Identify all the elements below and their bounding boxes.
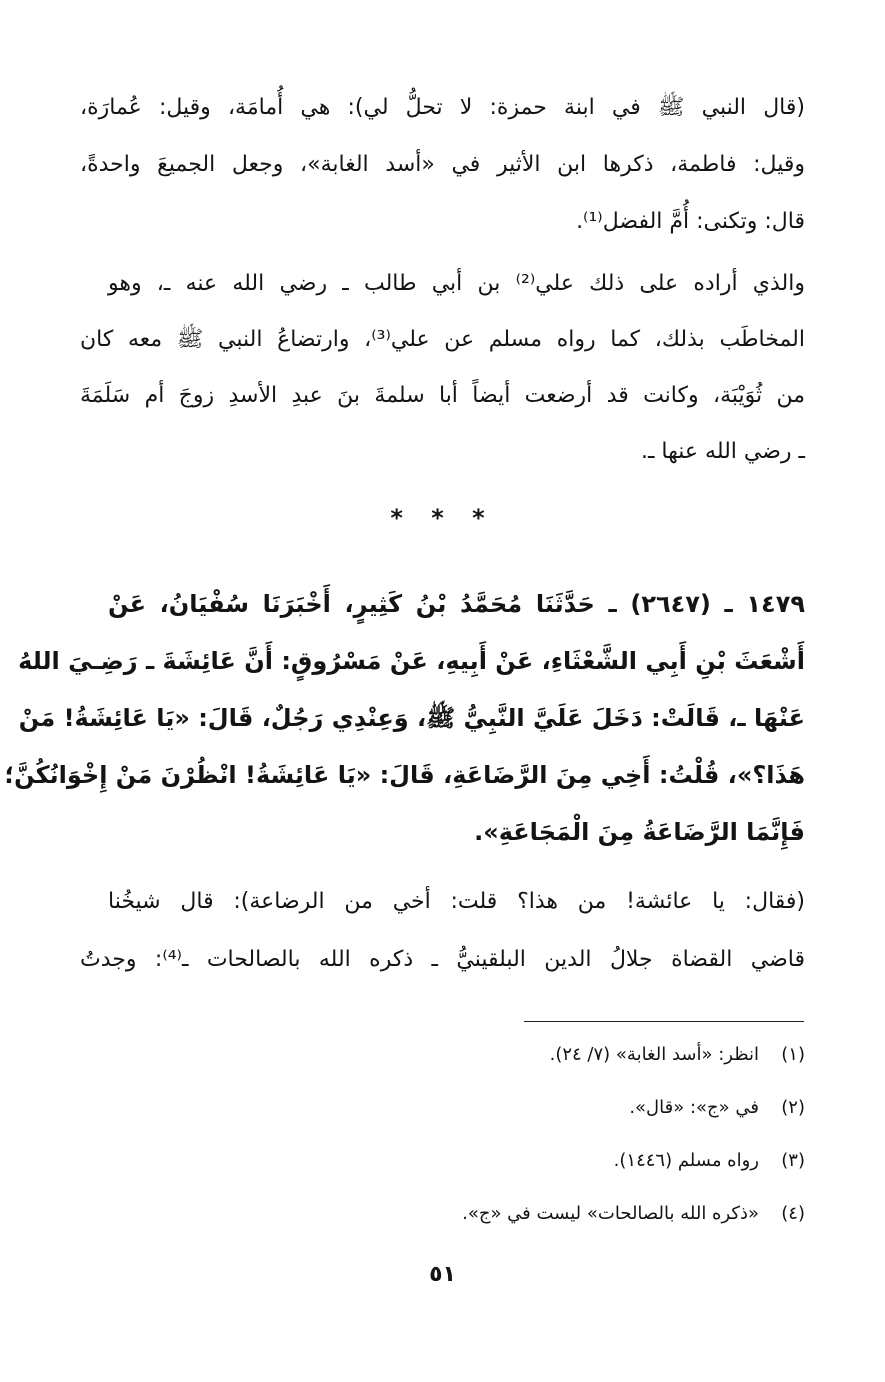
text-line: ١٤٧٩ ـ (٢٦٤٧) ـ حَدَّثَنَا مُحَمَّدُ بْنُ كَثِيرٍ، أَخْبَرَنَا سُفْيَانُ، عَنْ <box>108 590 805 618</box>
footnote-text: رواه مسلم (١٤٤٦). <box>613 1150 759 1171</box>
footnote-number: (٢) <box>781 1097 805 1118</box>
text-line: قاضي القضاة جلالُ الدين البلقينيُّ ـ ذكره الله بالصالحات ـ⁽⁴⁾: وجدتُ <box>80 947 805 972</box>
footnotes <box>245 1035 805 1247</box>
text-line: أَشْعَثَ بْنِ أَبِي الشَّعْثَاءِ، عَنْ أَبِيهِ، عَنْ مَسْرُوقٍ: أَنَّ عَائِشَةَ ـ رَضِـيَ اللهُ <box>18 647 805 675</box>
footnote-3 <box>245 1141 805 1194</box>
text-line: (فقال: يا عائشة! من هذا؟ قلت: أخي من الرضاعة): قال شيخُنا <box>108 889 805 914</box>
text-line: هَذَا؟»، قُلْتُ: أَخِي مِنَ الرَّضَاعَةِ، قَالَ: «يَا عَائِشَةُ! انْظُرْنَ مَنْ إِخْوَانُكُنَّ؛ <box>4 761 805 789</box>
footnote-4 <box>245 1194 805 1247</box>
commentary-paragraph-2 <box>80 264 805 504</box>
text-line: فَإِنَّمَا الرَّضَاعَةُ مِنَ الْمَجَاعَةِ». <box>474 818 805 846</box>
commentary-paragraph-3 <box>80 882 805 982</box>
footnote-1 <box>245 1035 805 1088</box>
text-line: من ثُوَيْبَة، وكانت قد أرضعت أيضاً أبا سلمةَ بنَ عبدِ الأسدِ زوجَ أم سَلَمَةَ <box>80 383 805 408</box>
footnote-text: في «ج»: «قال». <box>629 1097 759 1118</box>
footnote-number: (٤) <box>781 1203 805 1224</box>
text-line: ـ رضي الله عنها ـ. <box>640 439 805 464</box>
section-separator: * * * <box>390 504 495 532</box>
footnote-number: (٣) <box>781 1150 805 1171</box>
hadith-text <box>4 582 805 882</box>
footnote-2 <box>245 1088 805 1141</box>
footnote-number: (١) <box>781 1044 805 1065</box>
text-line: المخاطَب بذلك، كما رواه مسلم عن علي⁽³⁾، وارتضاعُ النبي ﷺ معه كان <box>80 327 805 352</box>
text-line: وقيل: فاطمة، ذكرها ابن الأثير في «أسد الغابة»، وجعل الجميعَ واحدةً، <box>80 152 805 177</box>
footnote-text: انظر: «أسد الغابة» (٧/ ٢٤). <box>549 1044 759 1065</box>
text-line: عَنْهَا ـ، قَالَتْ: دَخَلَ عَلَيَّ النَّبِيُّ ﷺ، وَعِنْدِي رَجُلٌ، قَالَ: «يَا عَائِشَةُ! مَنْ <box>18 704 805 732</box>
commentary-paragraph-1 <box>80 88 805 234</box>
text-line: قال: وتكنى: أُمَّ الفضل⁽¹⁾. <box>576 209 805 234</box>
page-number: ٥١ <box>429 1262 456 1287</box>
text-line: والذي أراده على ذلك علي⁽²⁾ بن أبي طالب ـ رضي الله عنه ـ، وهو <box>108 271 805 296</box>
footnote-divider <box>524 1021 804 1022</box>
text-line: (قال النبي ﷺ في ابنة حمزة: لا تحلُّ لي): هي أُمامَة، وقيل: عُمارَة، <box>80 95 805 120</box>
footnote-text: «ذكره الله بالصالحات» ليست في «ج». <box>462 1203 759 1224</box>
